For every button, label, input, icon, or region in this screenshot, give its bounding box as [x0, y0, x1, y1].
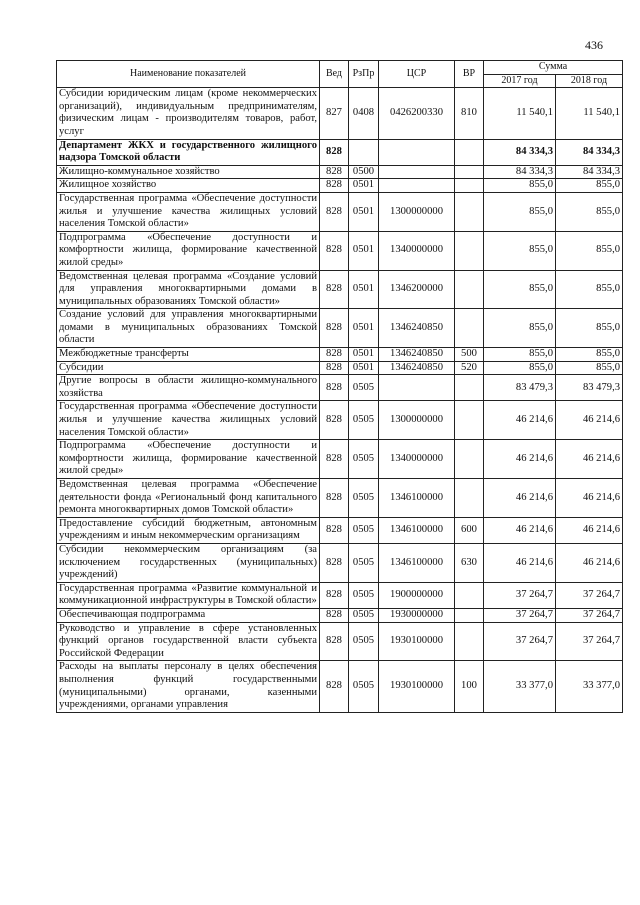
- table-row: [57, 165, 623, 179]
- cell-name: Расходы на выплаты персоналу в целях обеспечения выполнения функций государственными (муниципальными) органами, казенными учреждениями, органами управления: [57, 661, 320, 712]
- table-row: [57, 348, 623, 362]
- cell-csr: 1300000000: [379, 192, 455, 231]
- table-row: [57, 543, 623, 582]
- cell-vr: [455, 179, 484, 193]
- cell-name: Субсидии некоммерческим организациям (за исключением государственных (муниципальных) учреждений): [57, 543, 320, 582]
- cell-vr: [455, 231, 484, 270]
- cell-vr: 500: [455, 348, 484, 362]
- cell-rzpr: 0505: [349, 440, 379, 479]
- cell-y2018: 84 334,3: [556, 139, 623, 165]
- cell-y2017: 855,0: [484, 192, 556, 231]
- cell-csr: 1346240850: [379, 309, 455, 348]
- cell-name: Создание условий для управления многоквартирными домами в муниципальных образованиях Томской области: [57, 309, 320, 348]
- cell-y2018: 37 264,7: [556, 622, 623, 661]
- cell-name: Государственная программа «Обеспечение доступности жилья и улучшение качества жилищных условий населения Томской области»: [57, 192, 320, 231]
- table-row: [57, 479, 623, 518]
- cell-rzpr: 0505: [349, 401, 379, 440]
- cell-name: Ведомственная целевая программа «Обеспечение деятельности фонда «Региональный фонд капитального ремонта многоквартирных домов Томской области»: [57, 479, 320, 518]
- header-sum: Сумма: [484, 61, 623, 75]
- cell-csr: 1346240850: [379, 348, 455, 362]
- header-ved: Вед: [320, 61, 349, 88]
- cell-y2017: 855,0: [484, 179, 556, 193]
- table-row: [57, 401, 623, 440]
- cell-vr: 630: [455, 543, 484, 582]
- cell-ved: 828: [320, 179, 349, 193]
- cell-ved: 828: [320, 348, 349, 362]
- cell-y2017: 46 214,6: [484, 401, 556, 440]
- cell-y2017: 855,0: [484, 309, 556, 348]
- cell-vr: [455, 375, 484, 401]
- table-row: [57, 309, 623, 348]
- cell-y2017: 855,0: [484, 361, 556, 375]
- cell-name: Государственная программа «Развитие коммунальной и коммуникационной инфраструктуры в Томской области»: [57, 582, 320, 608]
- cell-y2018: 46 214,6: [556, 401, 623, 440]
- cell-csr: 1300000000: [379, 401, 455, 440]
- cell-y2017: 46 214,6: [484, 440, 556, 479]
- cell-ved: 828: [320, 479, 349, 518]
- cell-csr: [379, 179, 455, 193]
- cell-name: Предоставление субсидий бюджетным, автономным учреждениям и иным некоммерческим организациям: [57, 517, 320, 543]
- cell-y2017: 37 264,7: [484, 582, 556, 608]
- cell-ved: 828: [320, 661, 349, 712]
- cell-vr: [455, 139, 484, 165]
- page-number: 436: [585, 38, 603, 52]
- cell-y2018: 83 479,3: [556, 375, 623, 401]
- table-row: [57, 179, 623, 193]
- cell-rzpr: 0501: [349, 179, 379, 193]
- cell-csr: [379, 165, 455, 179]
- table-row: [57, 192, 623, 231]
- cell-y2017: 84 334,3: [484, 165, 556, 179]
- cell-csr: [379, 375, 455, 401]
- cell-vr: 600: [455, 517, 484, 543]
- cell-ved: 828: [320, 375, 349, 401]
- table-header: [57, 61, 623, 88]
- cell-ved: 828: [320, 192, 349, 231]
- cell-csr: 1346100000: [379, 479, 455, 518]
- cell-rzpr: [349, 139, 379, 165]
- cell-name: Субсидии: [57, 361, 320, 375]
- cell-vr: 100: [455, 661, 484, 712]
- cell-vr: [455, 622, 484, 661]
- cell-vr: [455, 582, 484, 608]
- cell-y2018: 37 264,7: [556, 608, 623, 622]
- cell-csr: 1346240850: [379, 361, 455, 375]
- cell-vr: [455, 165, 484, 179]
- cell-ved: 828: [320, 270, 349, 309]
- cell-vr: [455, 309, 484, 348]
- cell-vr: 810: [455, 88, 484, 139]
- header-vr: ВР: [455, 61, 484, 88]
- cell-rzpr: 0501: [349, 361, 379, 375]
- cell-csr: 1930000000: [379, 608, 455, 622]
- cell-rzpr: 0505: [349, 608, 379, 622]
- table-row: [57, 440, 623, 479]
- cell-csr: 1340000000: [379, 440, 455, 479]
- cell-rzpr: 0505: [349, 582, 379, 608]
- cell-ved: 828: [320, 517, 349, 543]
- cell-name: Руководство и управление в сфере установленных функций органов государственной власти субъекта Российской Федерации: [57, 622, 320, 661]
- cell-rzpr: 0505: [349, 622, 379, 661]
- cell-y2017: 37 264,7: [484, 622, 556, 661]
- cell-rzpr: 0500: [349, 165, 379, 179]
- cell-name: Обеспечивающая подпрограмма: [57, 608, 320, 622]
- table-row: [57, 361, 623, 375]
- table-row: [57, 661, 623, 712]
- cell-name: Ведомственная целевая программа «Создание условий для управления многоквартирными домами в муниципальных образованиях Томской области»: [57, 270, 320, 309]
- cell-vr: [455, 608, 484, 622]
- budget-table: [56, 60, 623, 713]
- cell-y2017: 855,0: [484, 348, 556, 362]
- cell-y2017: 46 214,6: [484, 517, 556, 543]
- cell-y2018: 84 334,3: [556, 165, 623, 179]
- cell-name: Межбюджетные трансферты: [57, 348, 320, 362]
- cell-ved: 827: [320, 88, 349, 139]
- cell-y2017: 855,0: [484, 231, 556, 270]
- cell-name: Государственная программа «Обеспечение доступности жилья и улучшение качества жилищных условий населения Томской области»: [57, 401, 320, 440]
- cell-csr: 1930100000: [379, 661, 455, 712]
- cell-rzpr: 0501: [349, 348, 379, 362]
- cell-y2018: 46 214,6: [556, 543, 623, 582]
- cell-name: Подпрограмма «Обеспечение доступности и комфортности жилища, формирование качественной жилой среды»: [57, 440, 320, 479]
- table-row: [57, 88, 623, 139]
- cell-name: Жилищное хозяйство: [57, 179, 320, 193]
- cell-csr: 1346100000: [379, 543, 455, 582]
- table-body: [57, 88, 623, 713]
- cell-ved: 828: [320, 543, 349, 582]
- cell-rzpr: 0505: [349, 479, 379, 518]
- cell-y2017: 84 334,3: [484, 139, 556, 165]
- cell-ved: 828: [320, 608, 349, 622]
- cell-name: Субсидии юридическим лицам (кроме некоммерческих организаций), индивидуальным предпринимателям, физическим лицам - производителям товаров, работ, услуг: [57, 88, 320, 139]
- header-year-2017: 2017 год: [484, 74, 556, 88]
- table-row: [57, 517, 623, 543]
- cell-csr: 1340000000: [379, 231, 455, 270]
- cell-y2018: 855,0: [556, 361, 623, 375]
- cell-csr: [379, 139, 455, 165]
- cell-ved: 828: [320, 582, 349, 608]
- cell-y2018: 33 377,0: [556, 661, 623, 712]
- cell-vr: [455, 401, 484, 440]
- table-row: [57, 231, 623, 270]
- cell-csr: 1900000000: [379, 582, 455, 608]
- table-row: [57, 270, 623, 309]
- cell-y2018: 46 214,6: [556, 479, 623, 518]
- cell-rzpr: 0505: [349, 543, 379, 582]
- cell-y2017: 33 377,0: [484, 661, 556, 712]
- cell-y2018: 855,0: [556, 179, 623, 193]
- cell-rzpr: 0501: [349, 309, 379, 348]
- table-row: [57, 139, 623, 165]
- cell-y2018: 855,0: [556, 231, 623, 270]
- cell-ved: 828: [320, 165, 349, 179]
- cell-y2018: 855,0: [556, 309, 623, 348]
- cell-csr: 0426200330: [379, 88, 455, 139]
- cell-y2017: 46 214,6: [484, 543, 556, 582]
- cell-y2018: 855,0: [556, 348, 623, 362]
- cell-y2017: 83 479,3: [484, 375, 556, 401]
- cell-csr: 1346100000: [379, 517, 455, 543]
- cell-name: Другие вопросы в области жилищно-коммунального хозяйства: [57, 375, 320, 401]
- cell-rzpr: 0408: [349, 88, 379, 139]
- cell-ved: 828: [320, 622, 349, 661]
- cell-y2018: 46 214,6: [556, 440, 623, 479]
- cell-y2018: 855,0: [556, 270, 623, 309]
- cell-rzpr: 0501: [349, 231, 379, 270]
- cell-name: Подпрограмма «Обеспечение доступности и комфортности жилища, формирование качественной жилой среды»: [57, 231, 320, 270]
- cell-y2017: 855,0: [484, 270, 556, 309]
- cell-y2018: 37 264,7: [556, 582, 623, 608]
- cell-y2018: 855,0: [556, 192, 623, 231]
- cell-ved: 828: [320, 231, 349, 270]
- cell-name: Жилищно-коммунальное хозяйство: [57, 165, 320, 179]
- cell-rzpr: 0505: [349, 375, 379, 401]
- cell-vr: [455, 270, 484, 309]
- cell-rzpr: 0505: [349, 517, 379, 543]
- cell-y2018: 46 214,6: [556, 517, 623, 543]
- cell-csr: 1346200000: [379, 270, 455, 309]
- cell-name: Департамент ЖКХ и государственного жилищного надзора Томской области: [57, 139, 320, 165]
- cell-ved: 828: [320, 139, 349, 165]
- cell-y2017: 37 264,7: [484, 608, 556, 622]
- cell-csr: 1930100000: [379, 622, 455, 661]
- cell-vr: [455, 479, 484, 518]
- cell-ved: 828: [320, 309, 349, 348]
- cell-ved: 828: [320, 440, 349, 479]
- cell-rzpr: 0505: [349, 661, 379, 712]
- cell-y2017: 46 214,6: [484, 479, 556, 518]
- header-csr: ЦСР: [379, 61, 455, 88]
- cell-y2018: 11 540,1: [556, 88, 623, 139]
- header-name: Наименование показателей: [57, 61, 320, 88]
- table-row: [57, 375, 623, 401]
- cell-rzpr: 0501: [349, 270, 379, 309]
- cell-vr: [455, 440, 484, 479]
- cell-y2017: 11 540,1: [484, 88, 556, 139]
- cell-rzpr: 0501: [349, 192, 379, 231]
- cell-vr: 520: [455, 361, 484, 375]
- table-row: [57, 582, 623, 608]
- cell-ved: 828: [320, 361, 349, 375]
- header-year-2018: 2018 год: [556, 74, 623, 88]
- table-row: [57, 608, 623, 622]
- cell-ved: 828: [320, 401, 349, 440]
- table-row: [57, 622, 623, 661]
- cell-vr: [455, 192, 484, 231]
- header-rzpr: РзПр: [349, 61, 379, 88]
